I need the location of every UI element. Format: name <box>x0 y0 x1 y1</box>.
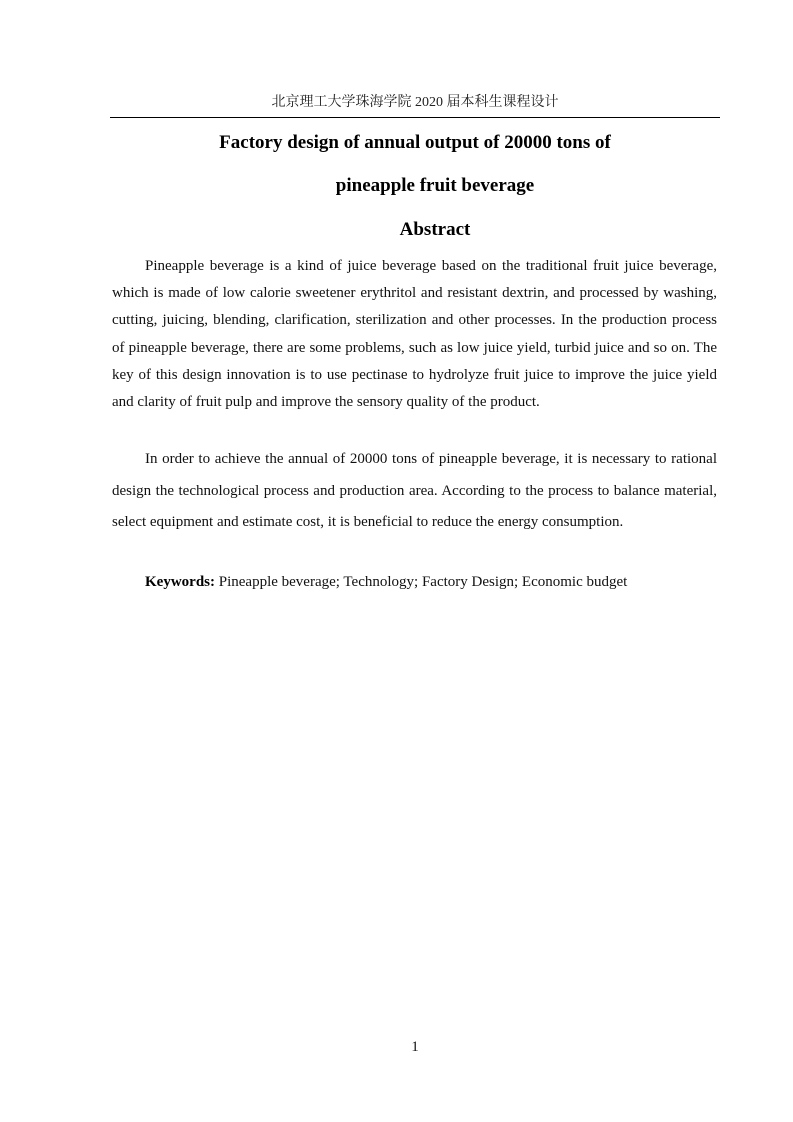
keywords-label: Keywords: <box>145 574 215 590</box>
page-number: 1 <box>411 1039 419 1055</box>
abstract-paragraph-1: Pineapple beverage is a kind of juice beverage based on the traditional fruit juice beverage, which is made of low calorie sweetener erythritol and resistant dextrin, and processed by washing, cutting, juicing, blending, clarification, sterilization and other processes. In the production process of pineapple beverage, there are some problems, such as low juice yield, turbid juice and so on. The key of this design innovation is to use pectinase to hydrolyze fruit juice to improve the juice yield and clarity of fruit pulp and improve the sensory quality of the product. <box>112 258 717 411</box>
abstract-heading: Abstract <box>399 219 471 240</box>
paper-title-line-2: pineapple fruit beverage <box>335 175 535 196</box>
running-header: 北京理工大学珠海学院 2020 届本科生课程设计 <box>271 95 559 110</box>
keywords-line <box>112 570 717 594</box>
header-rule <box>110 117 720 118</box>
paper-title-line-1: Factory design of annual output of 20000 tons of <box>219 132 611 153</box>
keywords-text: Pineapple beverage; Technology; Factory Design; Economic budget <box>215 574 628 590</box>
abstract-paragraph-2: In order to achieve the annual of 20000 tons of pineapple beverage, it is necessary to rational design the technological process and production area. According to the process to balance material, select equipment and estimate cost, it is beneficial to reduce the energy consumption. <box>112 451 717 530</box>
